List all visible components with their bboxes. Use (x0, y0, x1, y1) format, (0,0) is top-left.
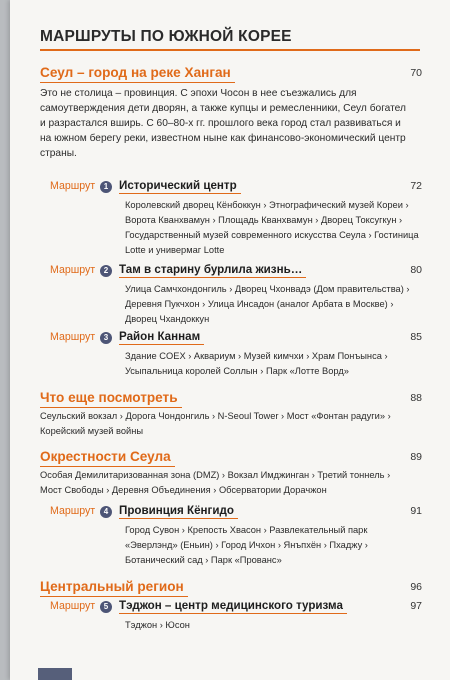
route-page: 97 (410, 600, 422, 612)
route-label: Маршрут (50, 505, 96, 517)
route-page: 72 (410, 180, 422, 192)
route-page: 91 (410, 505, 422, 517)
section-page-more: 88 (410, 392, 422, 404)
section-central (40, 578, 422, 596)
route-label: Маршрут (50, 600, 96, 612)
route-page: 80 (410, 264, 422, 276)
route-label: Маршрут (50, 331, 96, 343)
route-title: Район Каннам (119, 330, 204, 345)
section-page-outskirts: 89 (410, 451, 422, 463)
section-stops-more: Сеульский вокзал › Дорога Чондонгиль › N-Seoul Tower › Мост «Фонтан радуги» › Корейский музей войны (40, 411, 391, 436)
route-title: Исторический центр (119, 179, 241, 194)
route-label: Маршрут (50, 264, 96, 276)
route-stops: Здание COEX › Аквариум › Музей кимчхи › Храм Понъынса › Усыпальница королей Соллын › Парк «Лотте Ворд» (125, 351, 388, 376)
section-seoul (40, 64, 422, 161)
section-outskirts (40, 448, 422, 498)
section-title-central: Центральный регион (40, 578, 188, 597)
page-edge-tab (38, 668, 72, 680)
route-number-badge: 1 (100, 181, 112, 193)
page-title: МАРШРУТЫ ПО ЮЖНОЙ КОРЕЕ (40, 28, 420, 51)
route-page: 85 (410, 331, 422, 343)
route-number-badge: 3 (100, 332, 112, 344)
route-title: Провинция Кёнгидо (119, 504, 238, 519)
route-stops: Улица Самчхондонгиль › Дворец Чхонвадэ (Дом правительства) › Деревня Пукчхон › Улица Инсадон (аналог Арбата в Москве) › Дворец Чхандоккун (125, 284, 410, 324)
route-title: Там в старину бурлила жизнь… (119, 263, 306, 278)
route-stops: Королевский дворец Кёнбоккун › Этнографический музей Кореи › Ворота Кванхвамун › Площадь Кванхвамун › Дворец Токсугкун › Государственный музей современного искусства Сеула › Гостиница Lotte и универмаг Lotte (125, 200, 419, 255)
route-stops: Город Сувон › Крепость Хвасон › Развлекательный парк «Эверлэнд» (Еньин) › Город Ичхон › Янъпхён › Пхаджу › Ботанический сад › Парк «Прованс» (125, 525, 368, 565)
section-more (40, 389, 422, 439)
section-title-seoul: Сеул – город на реке Ханган (40, 64, 235, 83)
section-title-outskirts: Окрестности Сеула (40, 448, 175, 467)
section-description-seoul: Это не столица – провинция. С эпохи Чосон в нее съезжались для самоутверждения дети дворян, а также купцы и ремесленники, Сеул богател и разрастался вширь. С 60–80-х гг. прошлого века город стал развиваться и на южном берегу реки, известном ныне как финансово-экономический центр страны. (40, 88, 406, 159)
section-page-central: 96 (410, 581, 422, 593)
route-label: Маршрут (50, 180, 96, 192)
section-title-more: Что еще посмотреть (40, 389, 182, 408)
section-page-seoul: 70 (410, 67, 422, 79)
route-title: Тэджон – центр медицинского туризма (119, 599, 347, 614)
route-number-badge: 4 (100, 506, 112, 518)
route-stops: Тэджон › Юсон (125, 620, 190, 630)
section-stops-outskirts: Особая Демилитаризованная зона (DMZ) › Вокзал Имджинган › Третий тоннель › Мост Свободы › Деревня Объединения › Обсерватории Дорачжон (40, 470, 391, 495)
route-number-badge: 2 (100, 265, 112, 277)
book-page (10, 0, 450, 680)
route-number-badge: 5 (100, 601, 112, 613)
